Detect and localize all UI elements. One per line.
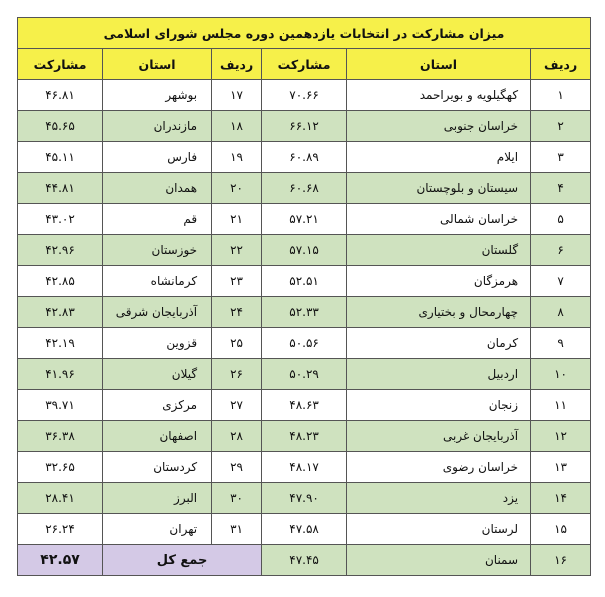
participation-cell: ۴۸.۲۳: [262, 421, 347, 452]
table-row: [18, 359, 591, 390]
rank-cell: ۳۱: [212, 514, 262, 545]
province-cell: یزد: [347, 483, 531, 514]
province-cell: اصفهان: [103, 421, 212, 452]
table-row: [18, 111, 591, 142]
province-cell: خراسان جنوبی: [347, 111, 531, 142]
rank-cell: ۱۶: [531, 545, 591, 576]
header-rank-2: ردیف: [212, 49, 262, 80]
total-label: جمع کل: [103, 545, 262, 576]
participation-cell: ۶۶.۱۲: [262, 111, 347, 142]
table-row: [18, 483, 591, 514]
table-row: [18, 173, 591, 204]
total-value: ۴۲.۵۷: [18, 545, 103, 576]
rank-cell: ۲۵: [212, 328, 262, 359]
province-cell: قزوین: [103, 328, 212, 359]
table-row: [18, 235, 591, 266]
participation-cell: ۴۸.۱۷: [262, 452, 347, 483]
province-cell: هرمزگان: [347, 266, 531, 297]
province-cell: مرکزی: [103, 390, 212, 421]
province-cell: اردبیل: [347, 359, 531, 390]
participation-cell: ۵۷.۲۱: [262, 204, 347, 235]
province-cell: تهران: [103, 514, 212, 545]
province-cell: فارس: [103, 142, 212, 173]
province-cell: قم: [103, 204, 212, 235]
table-row: [18, 80, 591, 111]
table-row: [18, 142, 591, 173]
header-rank-1: ردیف: [531, 49, 591, 80]
rank-cell: ۲۷: [212, 390, 262, 421]
province-cell: چهارمحال و بختیاری: [347, 297, 531, 328]
header-province-1: استان: [347, 49, 531, 80]
participation-cell: ۴۲.۱۹: [18, 328, 103, 359]
participation-cell: ۵۲.۳۳: [262, 297, 347, 328]
rank-cell: ۲: [531, 111, 591, 142]
rank-cell: ۲۴: [212, 297, 262, 328]
participation-cell: ۳۲.۶۵: [18, 452, 103, 483]
rank-cell: ۳۰: [212, 483, 262, 514]
province-cell: آذربایجان غربی: [347, 421, 531, 452]
participation-cell: ۶۰.۸۹: [262, 142, 347, 173]
rank-cell: ۷: [531, 266, 591, 297]
title-row: [18, 18, 591, 49]
table-row: [18, 328, 591, 359]
rank-cell: ۲۱: [212, 204, 262, 235]
participation-cell: ۴۵.۱۱: [18, 142, 103, 173]
participation-cell: ۵۷.۱۵: [262, 235, 347, 266]
province-cell: سیستان و بلوچستان: [347, 173, 531, 204]
rank-cell: ۱۸: [212, 111, 262, 142]
header-participation-2: مشارکت: [18, 49, 103, 80]
rank-cell: ۲۳: [212, 266, 262, 297]
participation-cell: ۵۰.۵۶: [262, 328, 347, 359]
province-cell: لرستان: [347, 514, 531, 545]
participation-cell: ۲۶.۲۴: [18, 514, 103, 545]
rank-cell: ۱۷: [212, 80, 262, 111]
province-cell: همدان: [103, 173, 212, 204]
province-cell: سمنان: [347, 545, 531, 576]
rank-cell: ۲۹: [212, 452, 262, 483]
province-cell: بوشهر: [103, 80, 212, 111]
table-row: [18, 297, 591, 328]
table-row: [18, 204, 591, 235]
rank-cell: ۲۲: [212, 235, 262, 266]
province-cell: خراسان شمالی: [347, 204, 531, 235]
table-row: [18, 452, 591, 483]
province-cell: مازندران: [103, 111, 212, 142]
participation-cell: ۵۲.۵۱: [262, 266, 347, 297]
rank-cell: ۴: [531, 173, 591, 204]
participation-cell: ۴۲.۹۶: [18, 235, 103, 266]
province-cell: خوزستان: [103, 235, 212, 266]
participation-cell: ۴۲.۸۵: [18, 266, 103, 297]
participation-cell: ۵۰.۲۹: [262, 359, 347, 390]
table-row: [18, 266, 591, 297]
rank-cell: ۲۶: [212, 359, 262, 390]
header-row: [18, 49, 591, 80]
province-cell: گیلان: [103, 359, 212, 390]
participation-table: [17, 17, 591, 576]
participation-cell: ۲۸.۴۱: [18, 483, 103, 514]
province-cell: زنجان: [347, 390, 531, 421]
header-province-2: استان: [103, 49, 212, 80]
participation-cell: ۴۷.۵۸: [262, 514, 347, 545]
participation-cell: ۴۷.۴۵: [262, 545, 347, 576]
participation-cell: ۴۲.۸۳: [18, 297, 103, 328]
participation-table-container: [17, 17, 590, 576]
province-cell: البرز: [103, 483, 212, 514]
participation-cell: ۶۰.۶۸: [262, 173, 347, 204]
province-cell: کرمان: [347, 328, 531, 359]
rank-cell: ۱۴: [531, 483, 591, 514]
rank-cell: ۲۸: [212, 421, 262, 452]
rank-cell: ۱۱: [531, 390, 591, 421]
participation-cell: ۴۴.۸۱: [18, 173, 103, 204]
province-cell: آذربایجان شرقی: [103, 297, 212, 328]
province-cell: کهگیلویه و بویراحمد: [347, 80, 531, 111]
table-row: [18, 421, 591, 452]
participation-cell: ۴۱.۹۶: [18, 359, 103, 390]
rank-cell: ۳: [531, 142, 591, 173]
header-participation-1: مشارکت: [262, 49, 347, 80]
participation-cell: ۷۰.۶۶: [262, 80, 347, 111]
province-cell: گلستان: [347, 235, 531, 266]
participation-cell: ۳۶.۳۸: [18, 421, 103, 452]
rank-cell: ۲۰: [212, 173, 262, 204]
rank-cell: ۵: [531, 204, 591, 235]
table-row: [18, 390, 591, 421]
rank-cell: ۱۰: [531, 359, 591, 390]
rank-cell: ۱۲: [531, 421, 591, 452]
participation-cell: ۴۶.۸۱: [18, 80, 103, 111]
province-cell: خراسان رضوی: [347, 452, 531, 483]
province-cell: کردستان: [103, 452, 212, 483]
rank-cell: ۶: [531, 235, 591, 266]
rank-cell: ۹: [531, 328, 591, 359]
province-cell: ایلام: [347, 142, 531, 173]
participation-cell: ۳۹.۷۱: [18, 390, 103, 421]
table-title: میزان مشارکت در انتخابات یازدهمین دوره مجلس شورای اسلامی: [18, 18, 591, 49]
rank-cell: ۸: [531, 297, 591, 328]
table-row: [18, 545, 591, 576]
rank-cell: ۱۳: [531, 452, 591, 483]
province-cell: کرمانشاه: [103, 266, 212, 297]
rank-cell: ۱۹: [212, 142, 262, 173]
participation-cell: ۴۷.۹۰: [262, 483, 347, 514]
table-row: [18, 514, 591, 545]
rank-cell: ۱۵: [531, 514, 591, 545]
participation-cell: ۴۳.۰۲: [18, 204, 103, 235]
participation-cell: ۴۵.۶۵: [18, 111, 103, 142]
rank-cell: ۱: [531, 80, 591, 111]
participation-cell: ۴۸.۶۳: [262, 390, 347, 421]
